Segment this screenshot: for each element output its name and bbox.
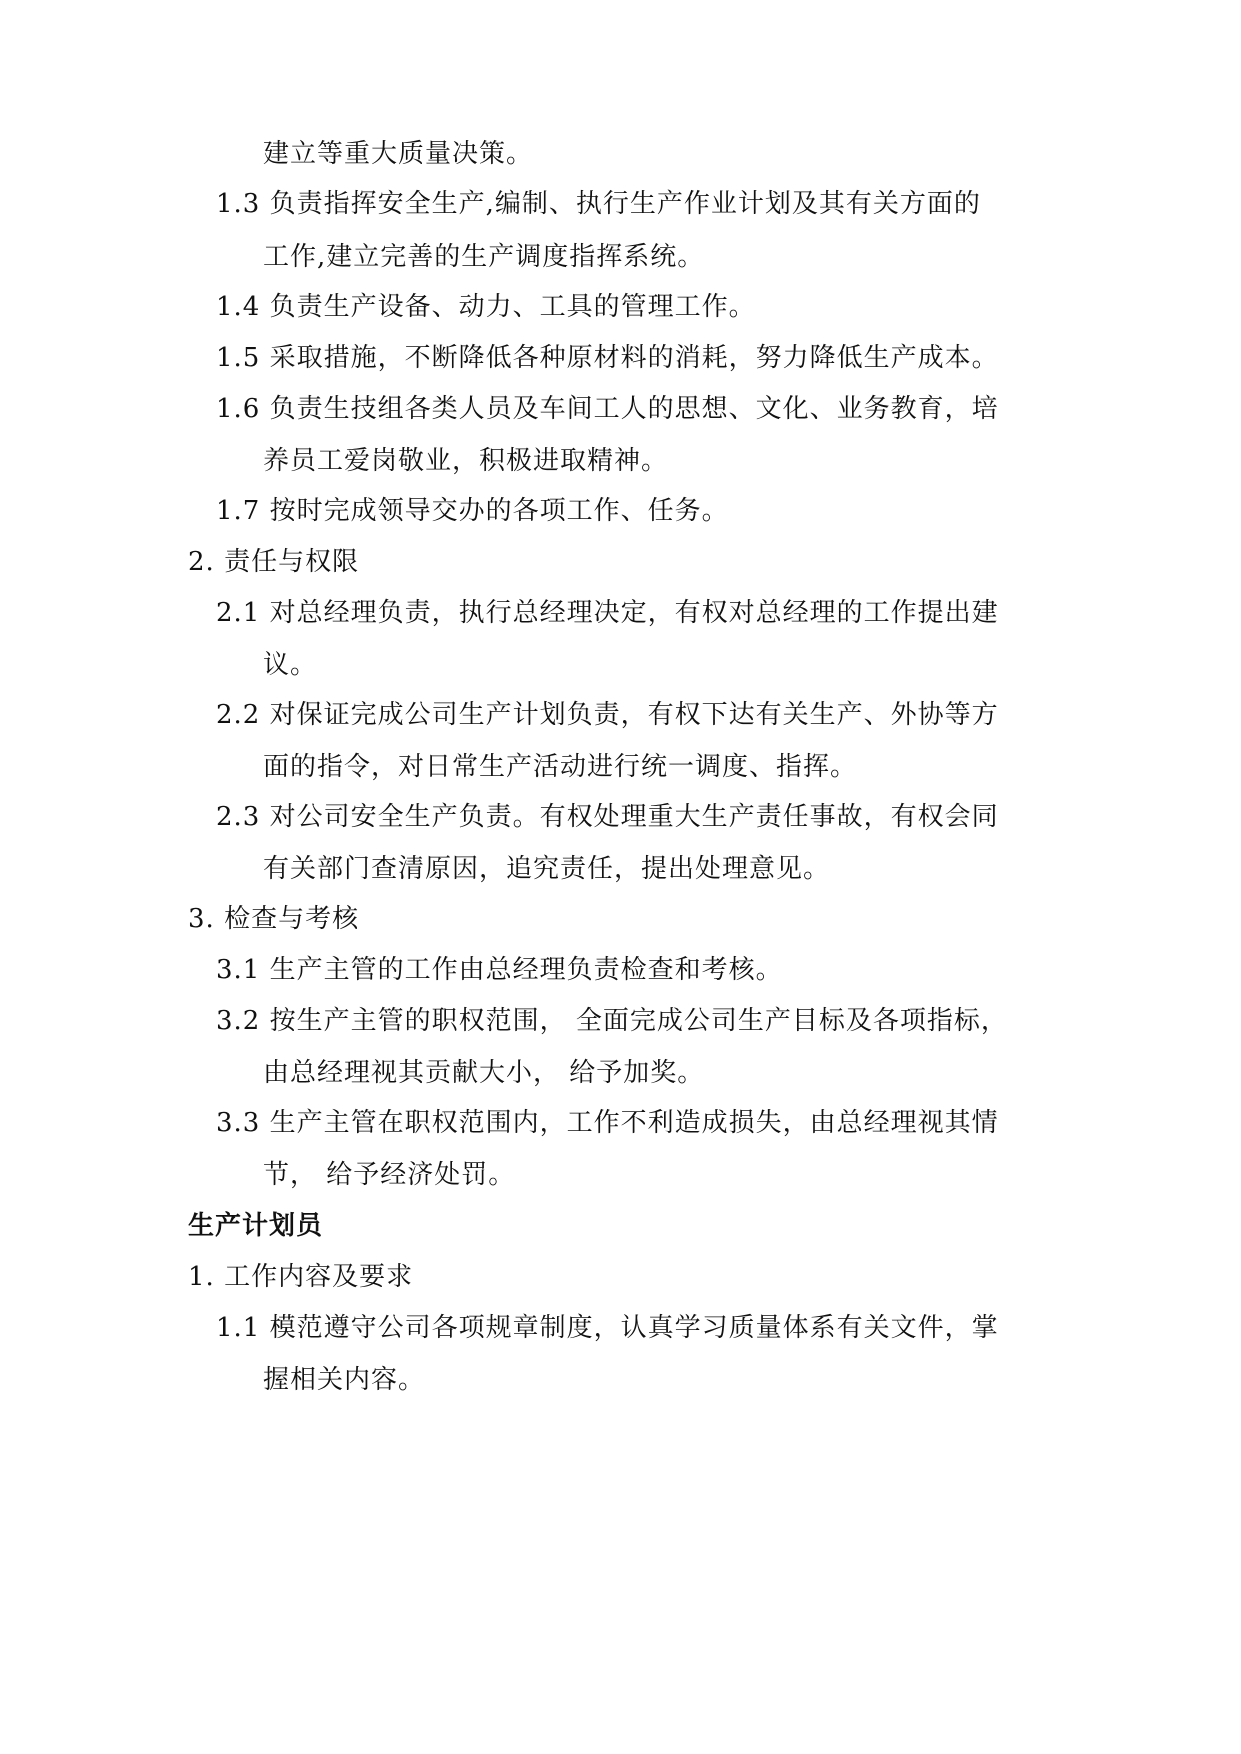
item-3-2: 3.2 按生产主管的职权范围， 全面完成公司生产目标及各项指标，	[216, 1006, 1008, 1036]
section-3-heading: 3. 检查与考核	[188, 904, 360, 934]
item-2-2: 2.2 对保证完成公司生产计划负责，有权下达有关生产、外协等方	[216, 700, 999, 730]
item-3-3: 3.3 生产主管在职权范围内，工作不利造成损失，由总经理视其情	[216, 1108, 999, 1138]
text-line: 有关部门查清原因，追究责任，提出处理意见。	[263, 854, 831, 884]
text-line: 工作,建立完善的生产调度指挥系统。	[263, 242, 705, 272]
item-2-1: 2.1 对总经理负责，执行总经理决定，有权对总经理的工作提出建	[216, 598, 999, 628]
text-line: 建立等重大质量决策。	[263, 139, 534, 169]
item-1-3: 1.3 负责指挥安全生产,编制、执行生产作业计划及其有关方面的	[216, 189, 981, 219]
text-line: 由总经理视其贡献大小， 给予加奖。	[263, 1058, 705, 1088]
item-1-6: 1.6 负责生技组各类人员及车间工人的思想、文化、业务教育，培	[216, 394, 999, 424]
item-1-1: 1.1 模范遵守公司各项规章制度，认真学习质量体系有关文件，掌	[216, 1313, 999, 1343]
text-line: 握相关内容。	[263, 1365, 426, 1395]
section-2-heading: 2. 责任与权限	[188, 547, 360, 577]
item-3-1: 3.1 生产主管的工作由总经理负责检查和考核。	[216, 955, 783, 985]
item-1-4: 1.4 负责生产设备、动力、工具的管理工作。	[216, 292, 756, 322]
section-title: 生产计划员	[188, 1211, 324, 1241]
text-line: 议。	[263, 650, 318, 680]
item-1-5: 1.5 采取措施，不断降低各种原材料的消耗，努力降低生产成本。	[216, 343, 999, 373]
text-line: 养员工爱岗敬业，积极进取精神。	[263, 446, 669, 476]
item-2-3: 2.3 对公司安全生产负责。有权处理重大生产责任事故，有权会同	[216, 802, 999, 832]
text-line: 节， 给予经济处罚。	[263, 1160, 516, 1190]
item-1-7: 1.7 按时完成领导交办的各项工作、任务。	[216, 496, 729, 526]
section-1-heading: 1. 工作内容及要求	[188, 1262, 414, 1292]
text-line: 面的指令，对日常生产活动进行统一调度、指挥。	[263, 752, 858, 782]
